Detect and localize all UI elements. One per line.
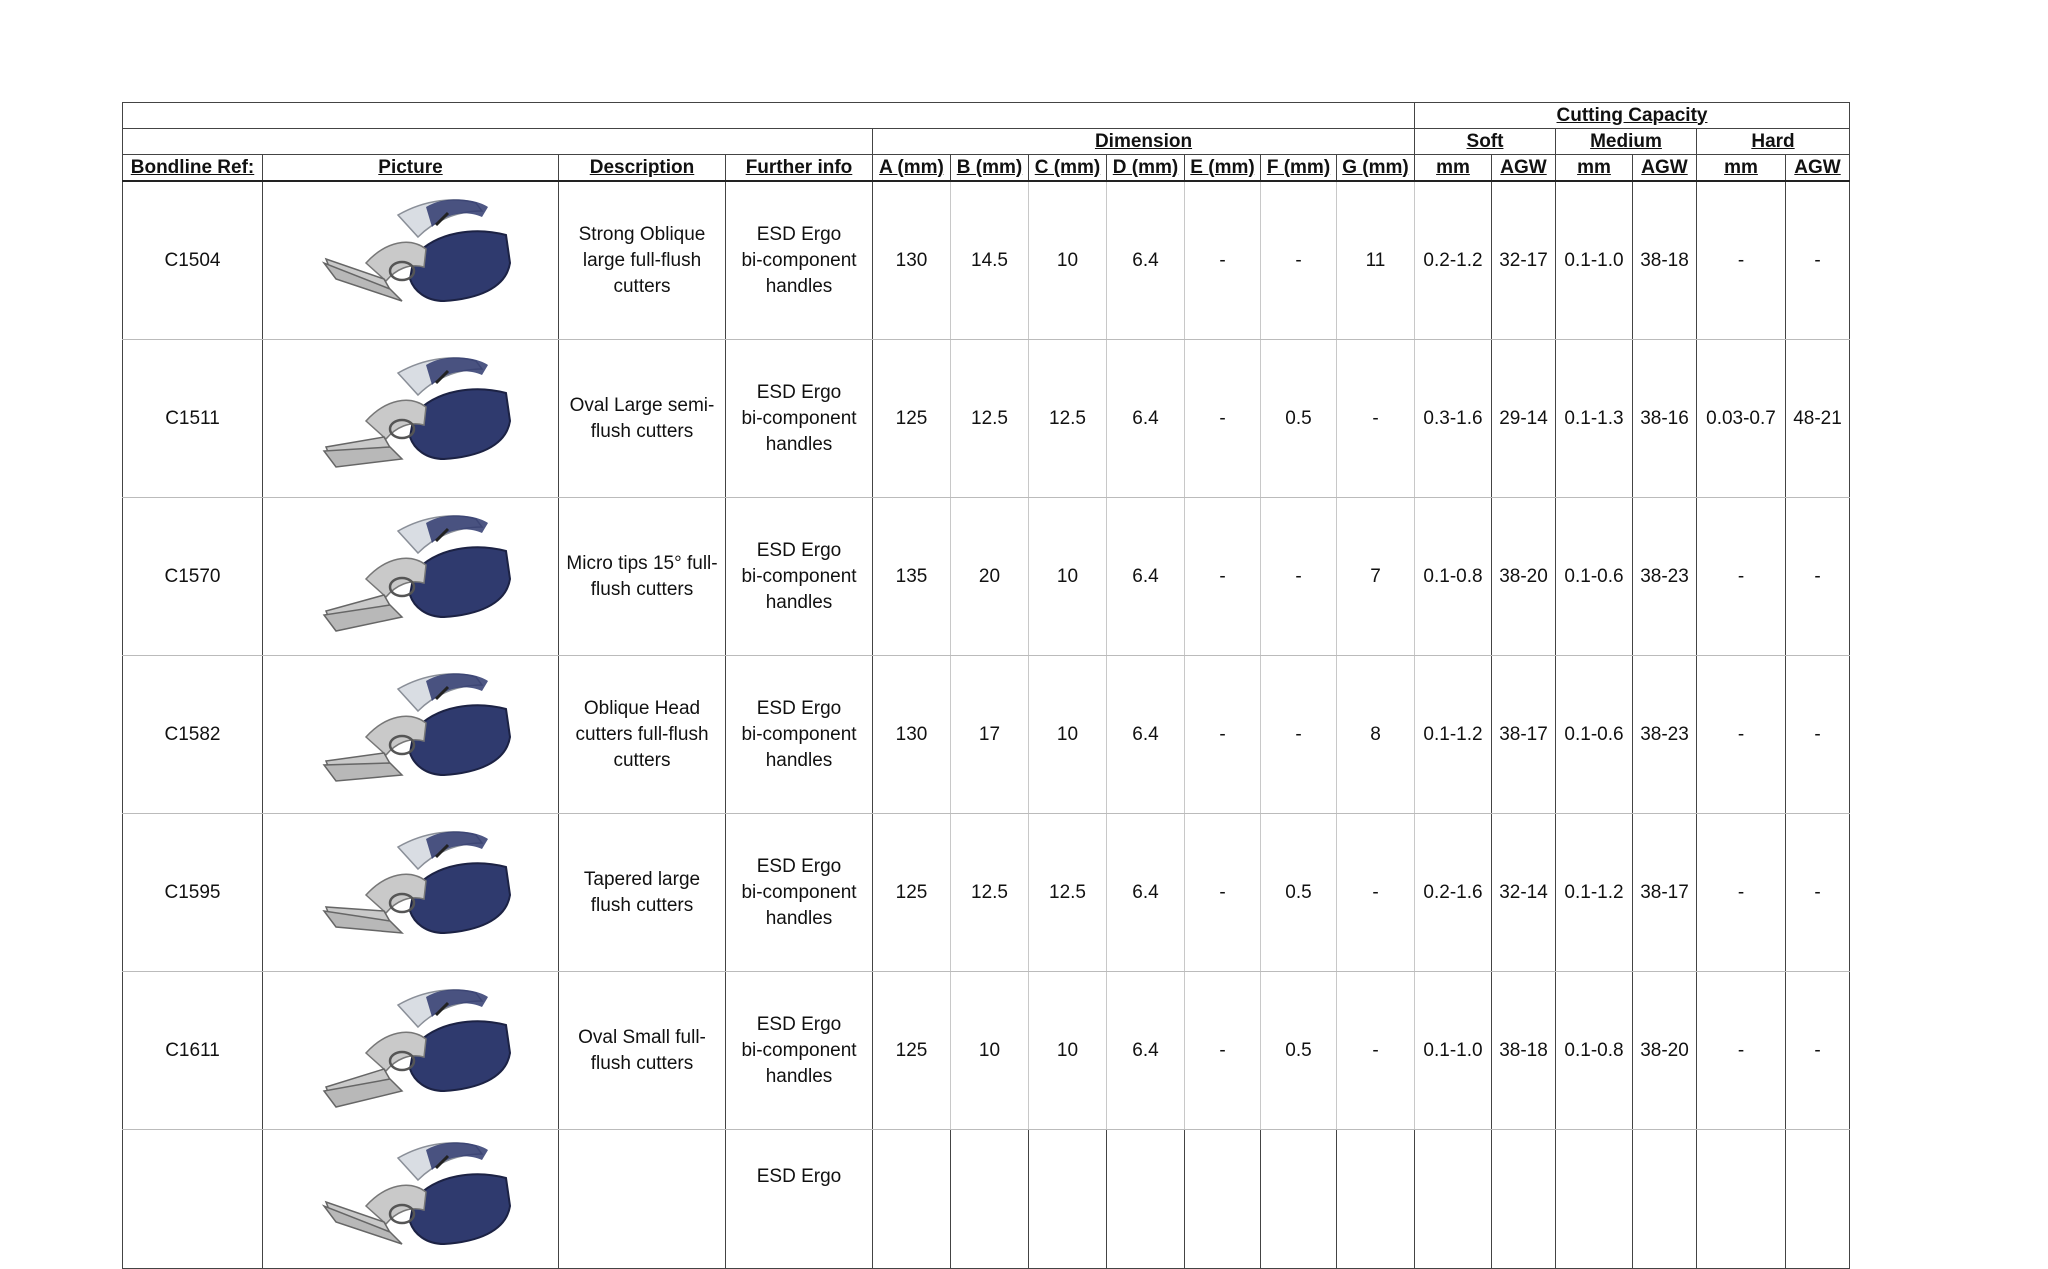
soft-mm-cell: 0.3-1.6 [1415, 340, 1492, 498]
cutter-pliers-icon [306, 1140, 516, 1268]
description-line: flush cutters [590, 578, 694, 600]
medium-agw-cell: 38-18 [1633, 181, 1697, 340]
dim-g-cell: - [1337, 814, 1415, 972]
empty-cell [1633, 1130, 1697, 1269]
description-line: cutters full-flush [575, 723, 709, 745]
medium-mm-cell: 0.1-1.3 [1556, 340, 1633, 498]
further-info-line: handles [765, 433, 833, 455]
hard-agw-cell: - [1786, 656, 1850, 814]
tapered-cutter-pliers-icon [306, 829, 516, 957]
description-cell [559, 656, 726, 814]
dim-a-cell: 125 [873, 972, 951, 1130]
further-info-cell [726, 340, 873, 498]
picture-cell [263, 181, 559, 340]
description-cell [559, 181, 726, 340]
empty-cell [1185, 1130, 1261, 1269]
dim-g-cell: - [1337, 972, 1415, 1130]
description-cell [559, 498, 726, 656]
soft-agw-cell: 38-20 [1492, 498, 1556, 656]
hard-agw-cell: - [1786, 814, 1850, 972]
col-ref: Bondline Ref: [123, 155, 263, 182]
dim-f-cell: - [1261, 181, 1337, 340]
medium-agw-cell: 38-23 [1633, 656, 1697, 814]
further-info-cell: ESD Ergo [726, 1130, 873, 1269]
dim-d-cell: 6.4 [1107, 814, 1185, 972]
ref-cell: C1611 [123, 972, 263, 1130]
dim-e-cell: - [1185, 972, 1261, 1130]
dimension-header: Dimension [873, 129, 1415, 155]
soft-agw-cell: 29-14 [1492, 340, 1556, 498]
ref-cell [123, 1130, 263, 1269]
empty-cell [1492, 1130, 1556, 1269]
hard-header: Hard [1697, 129, 1850, 155]
col-f: F (mm) [1261, 155, 1337, 182]
dim-g-cell: - [1337, 340, 1415, 498]
dim-d-cell: 6.4 [1107, 498, 1185, 656]
col-c: C (mm) [1029, 155, 1107, 182]
empty-cell [873, 1130, 951, 1269]
medium-agw-cell: 38-23 [1633, 498, 1697, 656]
table-row [123, 498, 1850, 656]
dim-b-cell: 12.5 [951, 340, 1029, 498]
dim-g-cell: 8 [1337, 656, 1415, 814]
description-line: flush cutters [590, 1052, 694, 1074]
soft-agw-cell: 32-17 [1492, 181, 1556, 340]
medium-header: Medium [1556, 129, 1697, 155]
dim-f-cell: - [1261, 498, 1337, 656]
dim-c-cell: 12.5 [1029, 814, 1107, 972]
hard-mm-cell: - [1697, 814, 1786, 972]
dim-g-cell: 7 [1337, 498, 1415, 656]
medium-agw-cell: 38-16 [1633, 340, 1697, 498]
hard-agw-cell: 48-21 [1786, 340, 1850, 498]
medium-mm-cell: 0.1-0.6 [1556, 498, 1633, 656]
hard-mm-cell: - [1697, 498, 1786, 656]
further-info-line: ESD Ergo [756, 381, 842, 403]
empty-cell [1107, 1130, 1185, 1269]
dim-b-cell: 17 [951, 656, 1029, 814]
dim-a-cell: 125 [873, 340, 951, 498]
further-info-cell [726, 498, 873, 656]
description-cell [559, 972, 726, 1130]
further-info-line: bi-component [741, 723, 857, 745]
col-hard-agw: AGW [1786, 155, 1850, 182]
description-line: large full-flush [582, 249, 702, 271]
dim-d-cell: 6.4 [1107, 656, 1185, 814]
col-d: D (mm) [1107, 155, 1185, 182]
dim-a-cell: 135 [873, 498, 951, 656]
ref-cell: C1504 [123, 181, 263, 340]
dim-b-cell: 14.5 [951, 181, 1029, 340]
soft-mm-cell: 0.1-0.8 [1415, 498, 1492, 656]
description-cell [559, 340, 726, 498]
ref-cell: C1570 [123, 498, 263, 656]
soft-agw-cell: 38-18 [1492, 972, 1556, 1130]
further-info-cell [726, 656, 873, 814]
table-row [123, 814, 1850, 972]
hard-mm-cell: - [1697, 972, 1786, 1130]
empty-cell [1029, 1130, 1107, 1269]
soft-mm-cell: 0.2-1.2 [1415, 181, 1492, 340]
further-info-cell [726, 814, 873, 972]
further-info-line: ESD Ergo [756, 855, 842, 877]
medium-mm-cell: 0.1-0.6 [1556, 656, 1633, 814]
dim-b-cell: 10 [951, 972, 1029, 1130]
dim-f-cell: 0.5 [1261, 814, 1337, 972]
dim-d-cell: 6.4 [1107, 972, 1185, 1130]
further-info-cell [726, 972, 873, 1130]
dim-a-cell: 130 [873, 181, 951, 340]
dim-f-cell: - [1261, 656, 1337, 814]
dim-a-cell: 125 [873, 814, 951, 972]
soft-header: Soft [1415, 129, 1556, 155]
dim-a-cell: 130 [873, 656, 951, 814]
description-line: Oval Large semi- [569, 394, 715, 416]
table-row [123, 181, 1850, 340]
col-b: B (mm) [951, 155, 1029, 182]
cutting-capacity-header: Cutting Capacity [1415, 103, 1850, 129]
empty-cell [1337, 1130, 1415, 1269]
picture-cell [263, 814, 559, 972]
dim-b-cell: 12.5 [951, 814, 1029, 972]
oblique-cutter-pliers-icon [306, 197, 516, 325]
description-line: cutters [613, 749, 671, 771]
empty-cell [1261, 1130, 1337, 1269]
further-info-line: ESD Ergo [756, 223, 842, 245]
medium-mm-cell: 0.1-1.0 [1556, 181, 1633, 340]
further-info-line: handles [765, 1065, 833, 1087]
dim-e-cell: - [1185, 340, 1261, 498]
empty-cell [951, 1130, 1029, 1269]
description-cell [559, 814, 726, 972]
further-info-line: bi-component [741, 1039, 857, 1061]
table-body [123, 181, 1850, 1269]
header-row-cutting-capacity [123, 103, 1850, 129]
product-spec-table [122, 102, 1850, 1269]
dim-g-cell: 11 [1337, 181, 1415, 340]
description-line: Tapered large [583, 868, 701, 890]
dim-c-cell: 10 [1029, 181, 1107, 340]
col-e: E (mm) [1185, 155, 1261, 182]
micro-tip-cutter-pliers-icon [306, 513, 516, 641]
dim-f-cell: 0.5 [1261, 972, 1337, 1130]
picture-cell [263, 972, 559, 1130]
further-info-line: handles [765, 749, 833, 771]
description-cell [559, 1130, 726, 1269]
col-g: G (mm) [1337, 155, 1415, 182]
description-line: Oval Small full- [578, 1026, 706, 1048]
description-line: Strong Oblique [578, 223, 706, 245]
col-soft-mm: mm [1415, 155, 1492, 182]
empty-cell [1697, 1130, 1786, 1269]
oval-small-cutter-pliers-icon [306, 987, 516, 1115]
further-info-line: bi-component [741, 565, 857, 587]
table-row [123, 656, 1850, 814]
hard-mm-cell: - [1697, 181, 1786, 340]
soft-agw-cell: 32-14 [1492, 814, 1556, 972]
col-hard-mm: mm [1697, 155, 1786, 182]
header-row-columns [123, 155, 1850, 182]
hard-mm-cell: - [1697, 656, 1786, 814]
further-info-line: handles [765, 275, 833, 297]
ref-cell: C1511 [123, 340, 263, 498]
dim-e-cell: - [1185, 656, 1261, 814]
soft-mm-cell: 0.1-1.0 [1415, 972, 1492, 1130]
dim-f-cell: 0.5 [1261, 340, 1337, 498]
description-line: flush cutters [590, 894, 694, 916]
dim-e-cell: - [1185, 814, 1261, 972]
medium-mm-cell: 0.1-0.8 [1556, 972, 1633, 1130]
col-medium-mm: mm [1556, 155, 1633, 182]
soft-mm-cell: 0.2-1.6 [1415, 814, 1492, 972]
col-medium-agw: AGW [1633, 155, 1697, 182]
dim-d-cell: 6.4 [1107, 340, 1185, 498]
table-row-partial [123, 1130, 1850, 1269]
hard-agw-cell: - [1786, 498, 1850, 656]
dim-e-cell: - [1185, 498, 1261, 656]
picture-cell [263, 1130, 559, 1269]
oval-cutter-pliers-icon [306, 355, 516, 483]
col-soft-agw: AGW [1492, 155, 1556, 182]
dim-c-cell: 12.5 [1029, 340, 1107, 498]
dim-c-cell: 10 [1029, 972, 1107, 1130]
description-line: Oblique Head [583, 697, 701, 719]
table-row [123, 340, 1850, 498]
picture-cell [263, 340, 559, 498]
further-info-line: handles [765, 591, 833, 613]
dim-c-cell: 10 [1029, 656, 1107, 814]
empty-cell [1786, 1130, 1850, 1269]
further-info-line: ESD Ergo [756, 1013, 842, 1035]
dim-b-cell: 20 [951, 498, 1029, 656]
dim-e-cell: - [1185, 181, 1261, 340]
empty-cell [1415, 1130, 1492, 1269]
ref-cell: C1595 [123, 814, 263, 972]
hard-mm-cell: 0.03-0.7 [1697, 340, 1786, 498]
picture-cell [263, 498, 559, 656]
medium-agw-cell: 38-20 [1633, 972, 1697, 1130]
soft-agw-cell: 38-17 [1492, 656, 1556, 814]
dim-d-cell: 6.4 [1107, 181, 1185, 340]
further-info-cell [726, 181, 873, 340]
soft-mm-cell: 0.1-1.2 [1415, 656, 1492, 814]
ref-cell: C1582 [123, 656, 263, 814]
picture-cell [263, 656, 559, 814]
col-further-info: Further info [726, 155, 873, 182]
description-line: cutters [613, 275, 671, 297]
medium-agw-cell: 38-17 [1633, 814, 1697, 972]
further-info-line: bi-component [741, 881, 857, 903]
header-row-groups [123, 129, 1850, 155]
hard-agw-cell: - [1786, 972, 1850, 1130]
further-info-line: ESD Ergo [756, 539, 842, 561]
oblique-head-cutter-pliers-icon [306, 671, 516, 799]
col-description: Description [559, 155, 726, 182]
further-info-line: ESD Ergo [756, 697, 842, 719]
empty-cell [1556, 1130, 1633, 1269]
col-a: A (mm) [873, 155, 951, 182]
medium-mm-cell: 0.1-1.2 [1556, 814, 1633, 972]
table-row [123, 972, 1850, 1130]
further-info-line: bi-component [741, 249, 857, 271]
hard-agw-cell: - [1786, 181, 1850, 340]
col-picture: Picture [263, 155, 559, 182]
further-info-line: handles [765, 907, 833, 929]
description-line: Micro tips 15° full- [566, 552, 718, 574]
further-info-line: bi-component [741, 407, 857, 429]
dim-c-cell: 10 [1029, 498, 1107, 656]
description-line: flush cutters [590, 420, 694, 442]
